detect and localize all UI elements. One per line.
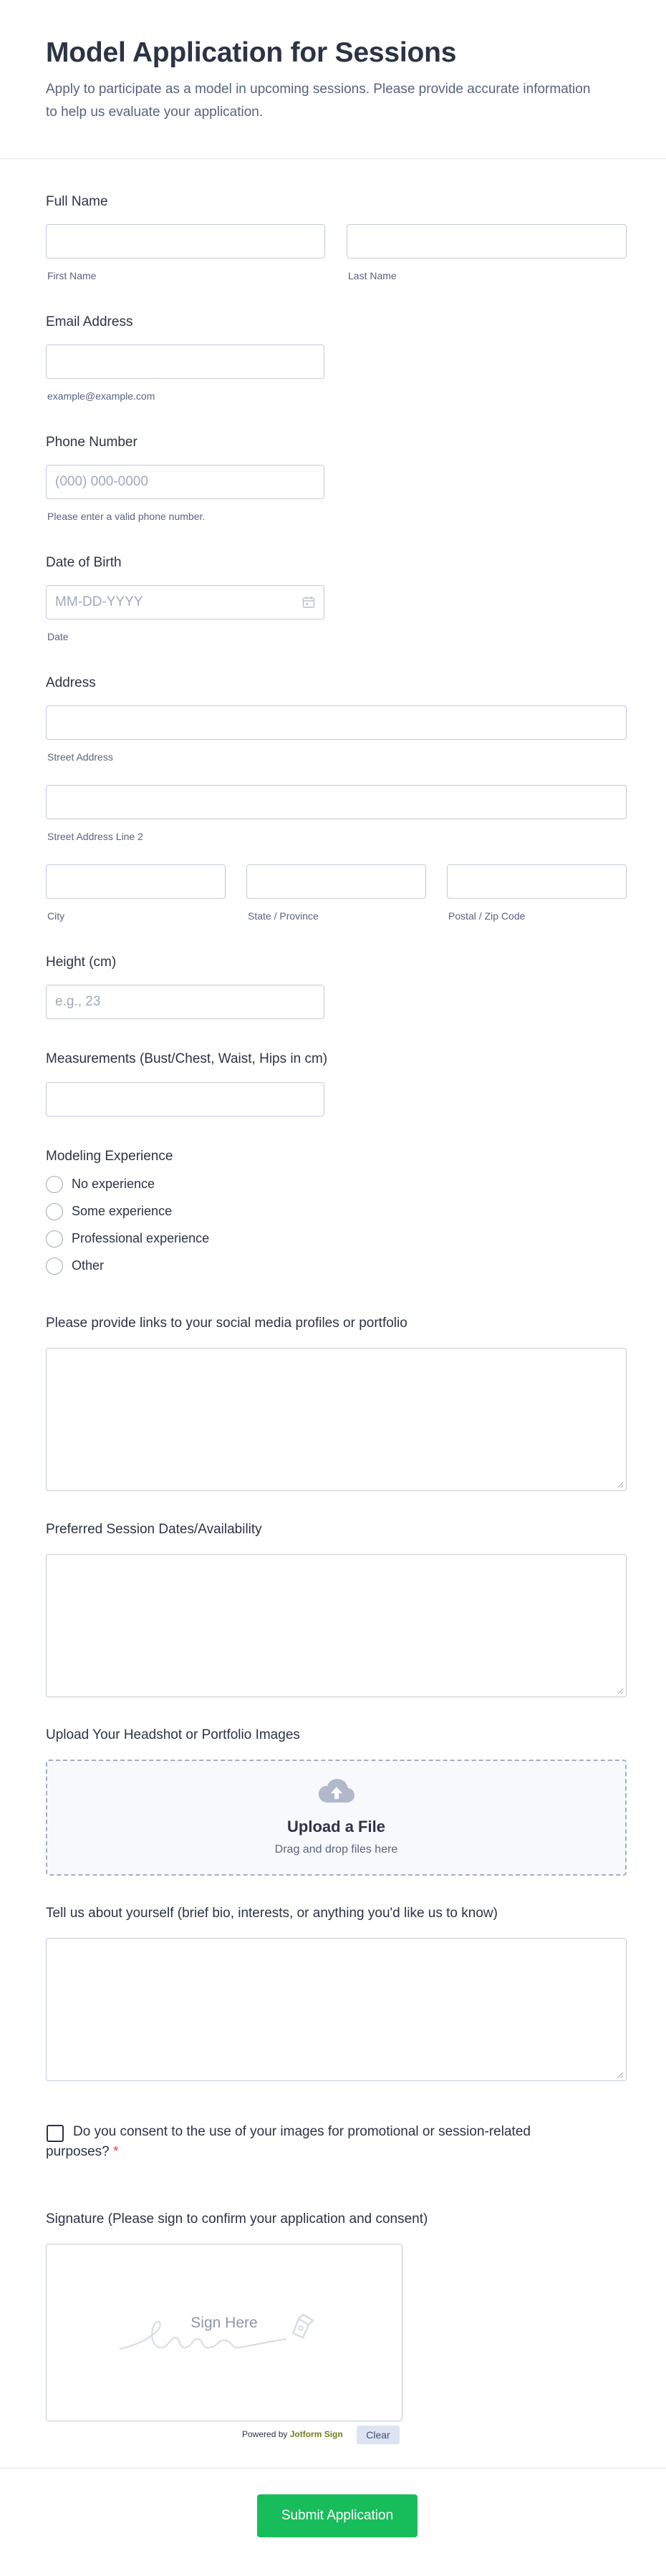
city-input[interactable] [46,864,226,899]
submit-button[interactable]: Submit Application [257,2494,418,2537]
form-body [0,159,666,2576]
phone-label: Phone Number [46,434,137,450]
form-footer [0,2468,666,2575]
phone-input[interactable]: (000) 000-0000 [46,465,324,499]
resize-grip-icon[interactable] [617,2072,624,2078]
street-address-line2-sublabel: Street Address Line 2 [47,830,143,842]
experience-option-other[interactable] [46,1258,104,1275]
email-input[interactable] [46,344,324,379]
experience-option-some[interactable] [46,1203,172,1220]
resize-grip-icon[interactable] [617,1688,624,1694]
jotform-sign-brand: Jotform Sign [289,2428,343,2439]
upload-subtitle: Drag and drop files here [274,1843,398,1856]
sign-here-placeholder: Sign Here [190,2314,258,2331]
full-name-label: Full Name [46,193,108,209]
experience-option-none[interactable] [46,1176,155,1193]
consent-text [46,2122,547,2162]
radio-circle[interactable] [46,1176,63,1193]
measurements-label: Measurements (Bust/Chest, Waist, Hips in cm) [46,1051,328,1066]
upload-label: Upload Your Headshot or Portfolio Images [46,1727,300,1742]
availability-textarea[interactable] [46,1554,627,1697]
required-asterisk: * [113,2143,119,2159]
radio-label: Other [72,1258,105,1273]
last-name-input[interactable] [347,224,627,259]
powered-prefix: Powered by [242,2428,288,2439]
radio-circle[interactable] [46,1258,63,1275]
consent-label: Do you consent to the use of your images for promotional or session-related purposes? [46,2123,531,2159]
experience-label: Modeling Experience [46,1148,173,1164]
height-label: Height (cm) [46,954,117,970]
form-description: Apply to participate as a model in upcoming sessions. Please provide accurate information to help us evaluate your application. [46,81,591,120]
powered-by [242,2429,343,2439]
dob-sublabel: Date [47,630,69,642]
cloud-upload-icon [318,1778,355,1804]
dob-label: Date of Birth [46,554,122,570]
bio-label: Tell us about yourself (brief bio, interests, or anything you'd like us to know) [46,1905,498,1921]
street-address-line2-input[interactable] [46,785,627,819]
availability-label: Preferred Session Dates/Availability [46,1521,262,1537]
first-name-sublabel: First Name [47,269,97,281]
zip-sublabel: Postal / Zip Code [448,910,526,922]
dob-placeholder: MM-DD-YYYY [55,594,143,609]
resize-grip-icon[interactable] [617,1482,624,1488]
address-label: Address [46,675,96,690]
experience-option-professional[interactable] [46,1230,209,1248]
first-name-input[interactable] [46,224,325,259]
form-header [0,0,666,159]
dob-input[interactable] [46,585,324,619]
signature-label: Signature (Please sign to confirm your application and consent) [46,2211,428,2227]
measurements-input[interactable] [46,1082,324,1116]
email-sublabel: example@example.com [47,390,155,402]
city-sublabel: City [47,910,65,922]
radio-label: Some experience [72,1204,173,1219]
zip-input[interactable] [447,864,627,899]
upload-title: Upload a File [287,1817,385,1835]
phone-sublabel: Please enter a valid phone number. [47,510,206,522]
form-title: Model Application for Sessions [46,37,457,68]
file-upload-dropzone[interactable] [46,1760,627,1876]
email-label: Email Address [46,314,133,329]
street-address-input[interactable] [46,705,627,740]
calendar-icon[interactable] [302,596,315,609]
radio-label: Professional experience [72,1231,210,1246]
radio-label: No experience [72,1177,155,1192]
state-input[interactable] [246,864,426,899]
last-name-sublabel: Last Name [348,269,397,281]
social-label: Please provide links to your social media profiles or portfolio [46,1315,407,1331]
radio-circle[interactable] [46,1230,63,1248]
height-input[interactable]: e.g., 23 [46,985,324,1019]
bio-textarea[interactable] [46,1938,627,2081]
social-textarea[interactable] [46,1348,627,1491]
radio-circle[interactable] [46,1203,63,1220]
signature-pad[interactable] [46,2244,402,2421]
street-address-sublabel: Street Address [47,751,113,763]
state-sublabel: State / Province [248,910,319,922]
clear-signature-button[interactable]: Clear [357,2426,400,2444]
